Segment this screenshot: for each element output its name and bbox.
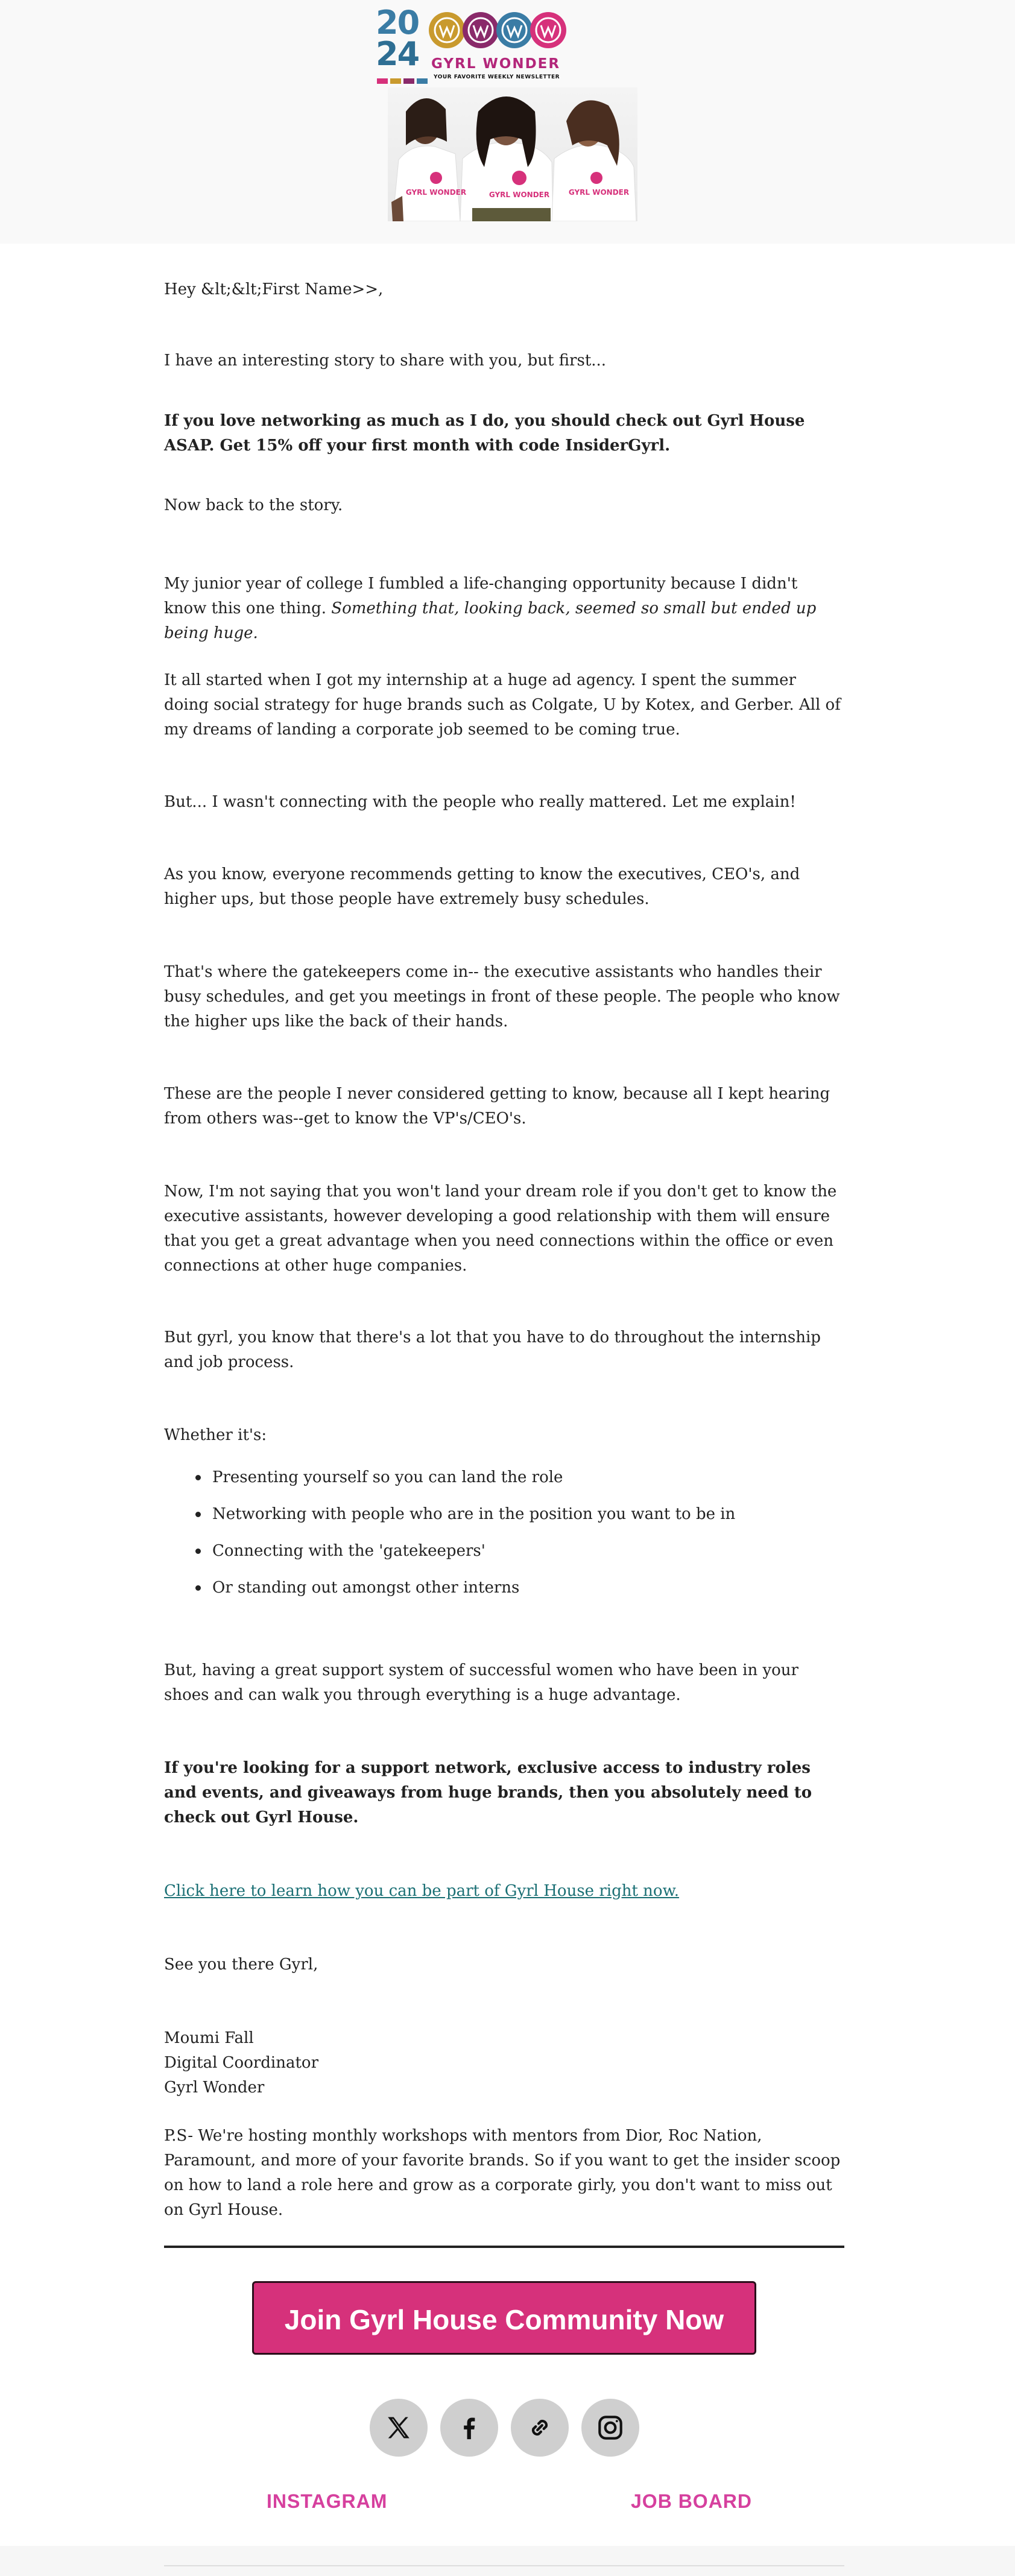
hero-photo-three-women — [388, 87, 637, 221]
footer-divider — [164, 2565, 844, 2566]
list-item: Presenting yourself so you can land the role — [164, 1465, 844, 1502]
signature-company: Gyrl Wonder — [164, 2079, 265, 2097]
x-icon[interactable] — [370, 2399, 428, 2457]
gyrl-house-link[interactable]: Click here to learn how you can be part of Gyrl House right now. — [164, 1882, 680, 1900]
story-paragraph-4: As you know, everyone recommends getting to know the executives, CEO's, and higher ups, but those people have extremely busy schedules. — [164, 865, 800, 908]
footer-band — [0, 2546, 1015, 2576]
list-item: Connecting with the 'gatekeepers' — [164, 1539, 844, 1576]
shirt-text-right: GYRL WONDER — [568, 188, 630, 197]
logo-circles-icon — [428, 8, 570, 54]
story-paragraph-7: Now, I'm not saying that you won't land your dream role if you don't get to know the executive assistants, however developing a good relationship with them will ensure that you get a great advantage when you need connections within the office or even connections at other huge companies. — [164, 1182, 837, 1275]
ps-paragraph: P.S- We're hosting monthly workshops with mentors from Dior, Roc Nation, Paramount, and more of your favorite brands. So if you want to get the insider scoop on how to land a role here and grow as a corporate girly, you don't want to miss out on Gyrl House. — [164, 2127, 841, 2219]
list-item: Or standing out amongst other interns — [164, 1576, 844, 1612]
logo-year-bottom: 24 — [376, 35, 419, 73]
footer-instagram-link[interactable]: INSTAGRAM — [267, 2490, 388, 2512]
greeting: Hey &lt;&lt;First Name>>, — [164, 280, 384, 298]
story-paragraph-1-italic: Something that, looking back, seemed so small but ended up being huge. — [164, 599, 817, 642]
instagram-icon[interactable] — [581, 2399, 639, 2457]
pitch-paragraph: If you're looking for a support network, exclusive access to industry roles and events, and giveaways from huge brands, then you absolutely need to check out Gyrl House. — [164, 1759, 812, 1826]
story-paragraph-6: These are the people I never considered getting to know, because all I kept hearing from others was--get to know the VP's/CEO's. — [164, 1085, 830, 1128]
footer-links — [0, 2490, 1015, 2521]
intro-paragraph: I have an interesting story to share with you, but first... — [164, 352, 607, 370]
story-paragraph-5: That's where the gatekeepers come in-- the executive assistants who handles their busy schedules, and get you meetings in front of these people. The people who know the higher ups like the back of their hands. — [164, 963, 840, 1031]
facebook-icon[interactable] — [440, 2399, 498, 2457]
shirt-text-left: GYRL WONDER — [405, 188, 467, 197]
signature-block — [164, 2026, 844, 2100]
link-icon[interactable] — [511, 2399, 569, 2457]
signoff: See you there Gyrl, — [164, 1956, 318, 1974]
logo-year-top: 20 — [376, 4, 419, 42]
whether-label: Whether it's: — [164, 1426, 267, 1444]
back-to-story: Now back to the story. — [164, 496, 343, 514]
signature-title: Digital Coordinator — [164, 2054, 319, 2072]
join-community-button[interactable]: Join Gyrl House Community Now — [252, 2281, 756, 2355]
gyrl-house-link-paragraph — [164, 1879, 844, 1904]
bullet-list — [164, 1465, 844, 1612]
story-paragraph-3: But... I wasn't connecting with the people who really mattered. Let me explain! — [164, 793, 796, 811]
social-icons — [370, 2399, 647, 2458]
shirt-text-center: GYRL WONDER — [489, 191, 550, 199]
list-item: Networking with people who are in the position you want to be in — [164, 1502, 844, 1539]
logo-year — [376, 4, 425, 75]
story-paragraph-8: But gyrl, you know that there's a lot that you have to do throughout the internship and job process. — [164, 1328, 821, 1371]
email-header — [0, 0, 1015, 244]
signature-name: Moumi Fall — [164, 2029, 254, 2047]
divider — [164, 2246, 844, 2248]
promo-paragraph: If you love networking as much as I do, you should check out Gyrl House ASAP. Get 15% off your first month with code InsiderGyrl. — [164, 412, 805, 455]
logo-color-bars — [377, 75, 431, 81]
story-paragraph-1 — [164, 572, 844, 646]
story-paragraph-1-text: My junior year of college I fumbled a life-changing opportunity because I didn't know this one thing. — [164, 575, 798, 617]
logo-brand-name: GYRL WONDER — [431, 56, 561, 72]
support-paragraph: But, having a great support system of successful women who have been in your shoes and can walk you through everything is a huge advantage. — [164, 1661, 798, 1704]
gyrl-wonder-logo[interactable] — [376, 4, 569, 83]
story-paragraph-2: It all started when I got my internship at a huge ad agency. I spent the summer doing social strategy for huge brands such as Colgate, U by Kotex, and Gerber. All of my dreams of landing a corporate job seemed to be coming true. — [164, 671, 841, 739]
footer-job-board-link[interactable]: JOB BOARD — [631, 2490, 753, 2512]
logo-tagline: YOUR FAVORITE WEEKLY NEWSLETTER — [434, 74, 560, 80]
